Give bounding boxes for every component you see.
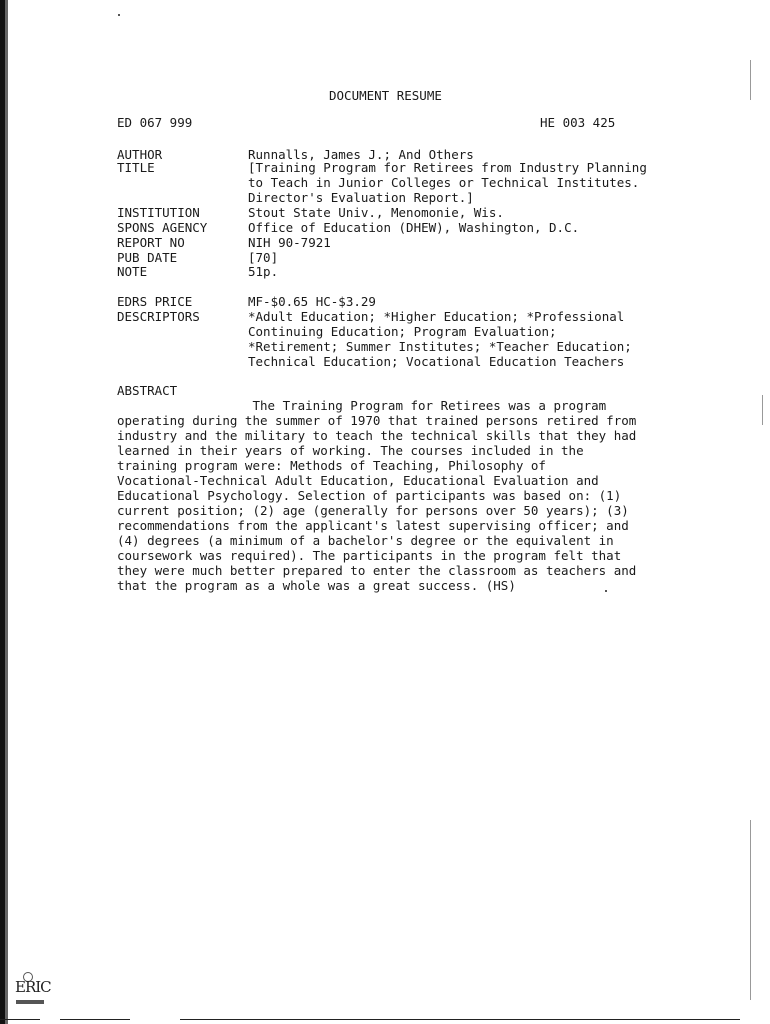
field-label: TITLE xyxy=(117,160,155,175)
field-label: AUTHOR xyxy=(117,147,163,162)
field-value: Stout State Univ., Menomonie, Wis. xyxy=(248,205,504,220)
field-value: MF-$0.65 HC-$3.29 xyxy=(248,294,376,309)
eric-logo xyxy=(15,972,51,1008)
field-label: DESCRIPTORS xyxy=(117,309,200,324)
eric-logo-text: ERIC xyxy=(15,978,51,996)
ed-number: ED 067 999 xyxy=(117,115,193,130)
field-value: 51p. xyxy=(248,264,279,279)
scan-speck xyxy=(118,14,120,16)
eric-logo-strip xyxy=(16,1000,44,1004)
field-value: [Training Program for Retirees from Industry Planning to Teach in Junior Colleges or Technical Institutes. Director's Evaluation Report.] xyxy=(248,160,647,205)
field-value: Office of Education (DHEW), Washington, D.C. xyxy=(248,220,580,235)
scan-margin-line xyxy=(750,820,751,1000)
field-value: NIH 90-7921 xyxy=(248,235,331,250)
field-label: EDRS PRICE xyxy=(117,294,193,309)
document-title: DOCUMENT RESUME xyxy=(329,88,442,103)
field-label: REPORT NO xyxy=(117,235,185,250)
field-value: [70] xyxy=(248,250,279,265)
bottom-rule xyxy=(60,1019,130,1020)
field-value: Runnalls, James J.; And Others xyxy=(248,147,474,162)
bottom-rule xyxy=(0,1019,40,1020)
scan-margin-line xyxy=(750,60,751,100)
abstract-text: The Training Program for Retirees was a program operating during the summer of 1970 that trained persons retired from industry and the military to teach the technical skills that they had learned in their years of working. The courses included in the training program were: Methods of Teaching, Philosophy of Vocational-Technical Adult Education, Educational Evaluation and Educational Psychology. Selection of participants was based on: (1) current position; (2) age (generally for persons over 50 years); (3) recommendations from the applicant's latest supervising officer; and (4) degrees (a minimum of a bachelor's degree or the equivalent in coursework was required). The participants in the program felt that they were much better prepared to enter the classroom as teachers and that the program as a whole was a great success. (HS) xyxy=(117,398,637,593)
field-value: *Adult Education; *Higher Education; *Professional Continuing Education; Program Evaluation; *Retirement; Summer Institutes; *Teacher Education; Technical Education; Vocational Education Teachers xyxy=(248,309,632,369)
scan-edge-left xyxy=(0,0,8,1024)
scan-margin-line xyxy=(762,395,763,425)
bottom-rule xyxy=(180,1019,740,1020)
field-label: INSTITUTION xyxy=(117,205,200,220)
field-label: PUB DATE xyxy=(117,250,178,265)
field-label: NOTE xyxy=(117,264,148,279)
field-label: SPONS AGENCY xyxy=(117,220,208,235)
he-number: HE 003 425 xyxy=(540,115,616,130)
abstract-label: ABSTRACT xyxy=(117,383,178,398)
